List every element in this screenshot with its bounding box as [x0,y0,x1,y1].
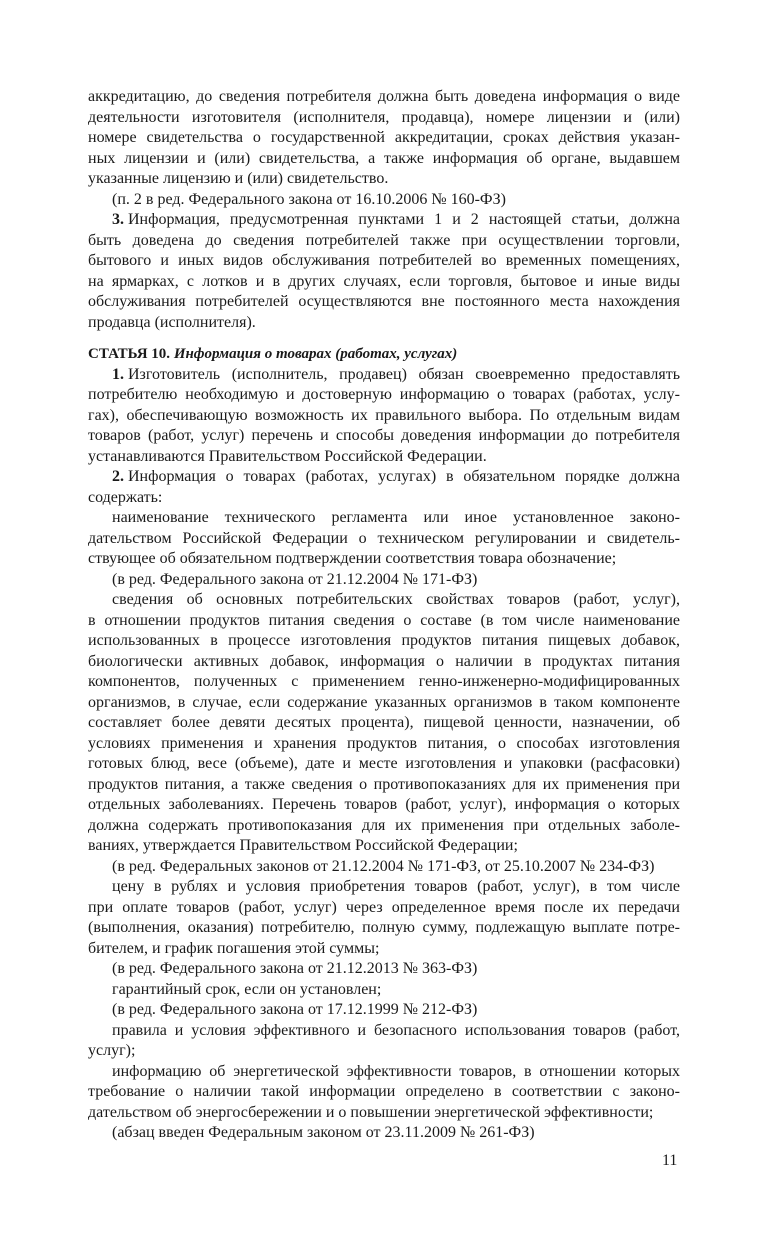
item-number: 1. [112,365,124,383]
line-text: (абзац введен Федеральным законом от 23.11.2009 № 261-ФЗ) [112,1124,535,1141]
line-text: Изготовитель (исполнитель, продавец) обязан своевременно предоставлять [128,365,680,383]
text-line [88,149,680,170]
line-text: продуктов питания, а также сведения о противопоказаниях для их применения при [88,775,680,793]
line-text: организмов, в случае, если содержание указанных организмов в таком компоненте [88,693,680,711]
line-text: (в ред. Федерального закона от 21.12.2004 № 171-ФЗ) [112,570,478,588]
line-text: устанавливаются Правительством Российской Федерации. [88,447,487,465]
line-text: отдельных заболеваниях. Перечень товаров (работ, услуг), информация о которых [88,796,680,813]
text-line [88,672,680,693]
text-line [88,231,680,252]
paragraph [88,877,680,959]
text-line [88,590,680,611]
paragraph [88,1062,680,1124]
text-line [88,857,680,878]
paragraph [88,857,680,878]
text-line [88,652,680,673]
text-line [88,426,680,447]
line-text: (выполнения, оказания) потребителю, полную сумму, подлежащую выплате потре- [88,919,680,936]
text-line [88,980,680,1001]
line-text: товаров (работ, услуг) перечень и способы доведения информации до потребителя [88,427,680,444]
text-line [88,128,680,149]
text-line [88,1021,680,1042]
line-text: составляет более девяти десятых процента), пищевой ценности, назначении, об [88,714,680,731]
article-heading [88,344,680,365]
line-text: (в ред. Федерального закона от 21.12.2013 № 363-ФЗ) [112,960,478,977]
line-text: Информация о товарах (работах, услугах) в обязательном порядке должна [128,468,680,485]
text-line [88,918,680,939]
line-text: наименование технического регламента или иное установленное законо- [112,509,680,526]
line-text: деятельности изготовителя (исполнителя, продавца), номере лицензии и (или) [88,108,680,126]
text-line [88,313,680,334]
line-text: ствующее об обязательном подтверждении соответствия товара обозначение; [88,550,617,567]
line-text: при оплате товаров (работ, услуг) через определенное время после их передачи [88,898,680,916]
line-text: сведения об основных потребительских свойствах товаров (работ, услуг), [112,591,680,608]
paragraph [88,1123,680,1144]
line-text: гарантийный срок, если он установлен; [112,980,382,998]
text-line [88,549,680,570]
line-text: услуг); [88,1042,136,1059]
line-text: Информация, предусмотренная пунктами 1 и 2 настоящей статьи, должна [128,211,680,228]
line-text: бытового и иных видов обслуживания потребителей во временных помещениях, [88,252,680,269]
text-line [88,488,680,509]
paragraph [88,980,680,1001]
text-line [88,1062,680,1083]
line-text: готовых блюд, весе (объеме), дате и месте изготовления и упаковки (расфасовки) [88,755,680,772]
line-text: условиях применения и хранения продуктов питания, о способах изготовления [88,734,680,752]
page-number: 11 [662,1152,678,1169]
text-line [88,292,680,313]
line-text: ных лицензии и (или) свидетельства, а также информация об органе, выдавшем [88,149,680,167]
line-text: правила и условия эффективного и безопасного использования товаров (работ, [112,1021,680,1039]
line-text: гах), обеспечивающую возможность их правильного выбора. По отдельным видам [88,406,680,424]
item-number: 2. [112,468,124,485]
line-text: компонентов, полученных с применением генно-инженерно-модифицированных [88,673,680,690]
text-line [88,190,680,211]
line-text: информацию об энергетической эффективности товаров, в отношении которых [112,1062,680,1080]
text-line [88,570,680,591]
text-line [88,795,680,816]
paragraph [88,365,680,468]
text-line [88,939,680,960]
text-line [88,365,680,386]
text-line [88,1082,680,1103]
text-line [88,877,680,898]
paragraph [88,1021,680,1062]
line-text: биологически активных добавок, информация о наличии в продуктах питания [88,652,680,670]
line-text: требование о наличии такой информации определено в соответствии с законо- [88,1083,680,1100]
paragraph [88,959,680,980]
text-line [88,1041,680,1062]
item-number: 3. [112,211,124,228]
line-text: бителем, и график погашения этой суммы; [88,939,380,957]
text-line [88,1103,680,1124]
text-line [88,713,680,734]
line-text: (в ред. Федеральных законов от 21.12.2004 № 171-ФЗ, от 25.10.2007 № 234-ФЗ) [112,857,655,875]
text-line [88,251,680,272]
text-line [88,210,680,231]
article-number: СТАТЬЯ 10. [88,346,171,362]
line-text: обслуживания потребителей осуществляются вне постоянного места нахождения [88,293,680,310]
text-line [88,816,680,837]
text-line [88,693,680,714]
line-text: должна содержать противопоказания для их применения при отдельных заболе- [88,816,680,834]
line-text: потребителю необходимую и достоверную информацию о товарах (работах, услу- [88,386,680,403]
text-line [88,611,680,632]
text-line [88,529,680,550]
line-text: быть доведена до сведения потребителей также при осуществлении торговли, [88,231,680,249]
text-line [88,775,680,796]
paragraph [88,590,680,857]
line-text: (в ред. Федерального закона от 17.12.1999 № 212-ФЗ) [112,1001,478,1018]
line-text: цену в рублях и условия приобретения товаров (работ, услуг), в том числе [112,878,680,895]
text-line [88,631,680,652]
line-text: использованных в процессе изготовления продуктов питания пищевых добавок, [88,632,680,649]
line-text: продавца (исполнителя). [88,313,256,331]
text-line [88,1000,680,1021]
text-line [88,508,680,529]
paragraph [88,190,680,211]
paragraph [88,87,680,190]
text-line [88,898,680,919]
text-line [88,447,680,468]
line-text: дательством Российской Федерации о техническом регулировании и свидетель- [88,529,680,547]
text-line [88,734,680,755]
text-line [88,959,680,980]
paragraph [88,210,680,333]
line-text: содержать: [88,488,163,506]
text-line [88,467,680,488]
paragraph [88,570,680,591]
text-line [88,1123,680,1144]
text-line [88,87,680,108]
line-text: (п. 2 в ред. Федерального закона от 16.10.2006 № 160-ФЗ) [112,190,506,208]
line-text: на ярмарках, с лотков и в других случаях, если торговля, бытовое и иные виды [88,272,680,290]
line-text: указанные лицензию и (или) свидетельство. [88,170,389,187]
paragraph [88,467,680,508]
text-line [88,272,680,293]
text-line [88,754,680,775]
line-text: аккредитацию, до сведения потребителя должна быть доведена информация о виде [88,88,680,105]
line-text: дательством об энергосбережении и о повышении энергетической эффективности; [88,1103,654,1121]
paragraph [88,1000,680,1021]
text-line [88,406,680,427]
line-text: ваниях, утверждается Правительством Российской Федерации; [88,837,518,854]
paragraph [88,508,680,570]
text-line [88,385,680,406]
text-line [88,169,680,190]
text-line [88,836,680,857]
article-title: Информация о товарах (работах, услугах) [173,346,458,362]
line-text: номере свидетельства о государственной аккредитации, сроках действия указан- [88,129,680,146]
text-line [88,108,680,129]
document-body [88,87,680,1144]
line-text: в отношении продуктов питания сведения о составе (в том числе наименование [88,611,680,629]
